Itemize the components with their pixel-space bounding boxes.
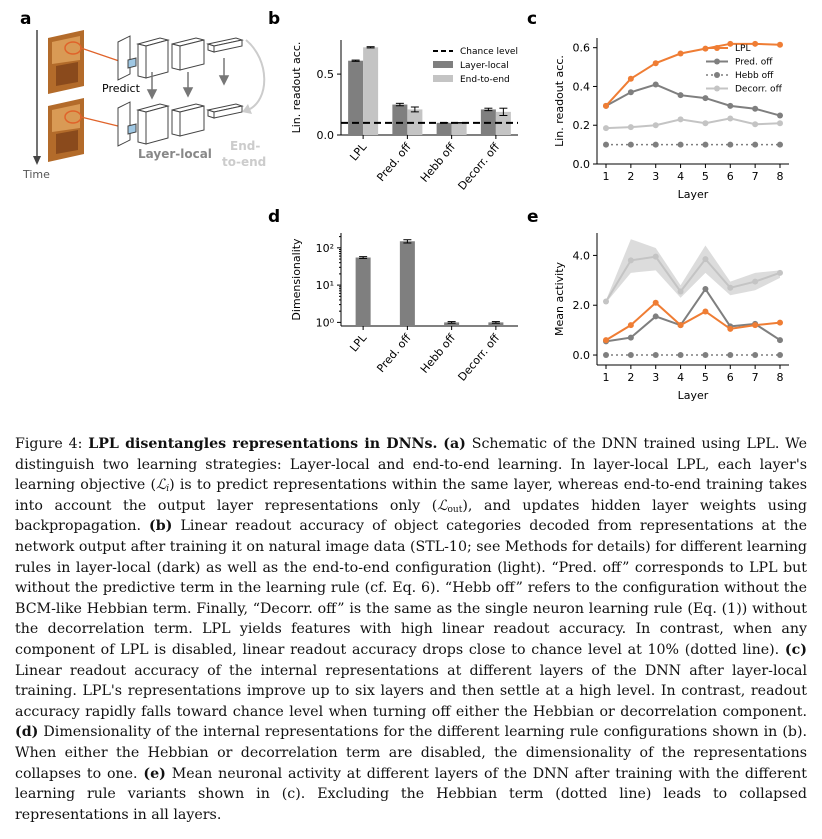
chart-c-point-pred-off — [727, 103, 733, 109]
chart-b-bar-layer-local-1 — [392, 105, 407, 135]
chart-e-point-lpl — [628, 322, 634, 328]
caption-text-a1: Schematic of the DNN trained using LPL. We distinguish two learning strategies: Layer-local and end-to-end learning. In layer-local LPL, each layer's learning objective ( — [15, 436, 807, 494]
time-arrow-head — [33, 156, 41, 165]
caption-symbol-lout: ℒ — [437, 497, 448, 514]
chart-e-xtick-label: 1 — [602, 371, 610, 384]
chart-c-ylabel: Lin. readout acc. — [553, 55, 566, 147]
chart-e-point-lpl — [702, 308, 708, 314]
chart-c-point-decorr-off — [727, 115, 733, 121]
chart-c-legend-marker-lpl — [714, 45, 720, 51]
figure-caption — [15, 434, 807, 825]
chart-e-point-hebb-off — [727, 352, 733, 358]
chart-b-legend-layer-local: Layer-local — [460, 61, 509, 71]
chart-c-point-hebb-off — [752, 142, 758, 148]
chart-b-bar-layer-local-2 — [437, 123, 452, 135]
panel-label-d: d — [268, 207, 281, 227]
chart-c-point-lpl — [752, 41, 758, 47]
chart-c-point-hebb-off — [653, 142, 659, 148]
network-bottom — [118, 102, 242, 146]
chart-e-point-decorr-off — [603, 298, 609, 304]
chart-e-point-decorr-off — [752, 279, 758, 285]
chart-e-point-hebb-off — [777, 352, 783, 358]
caption-sub-i: i — [166, 484, 170, 495]
chart-e-ytick-label: 0.0 — [572, 349, 590, 363]
caption-text-a3: ), and updates hidden layer weights using backpropagation. — [15, 497, 807, 535]
layer-local-label: Layer-local — [138, 147, 212, 161]
chart-c-point-pred-off — [777, 113, 783, 119]
chart-c-point-lpl — [777, 42, 783, 48]
chart-c-ytick-label: 0.6 — [572, 41, 590, 55]
chart-c-xtick-label: 3 — [652, 170, 660, 183]
chart-b-bar-end-to-end-2 — [452, 123, 467, 135]
chart-e-point-hebb-off — [603, 352, 609, 358]
chart-c-point-decorr-off — [752, 121, 758, 127]
chart-b-legend-end-to-end-swatch — [433, 75, 453, 82]
chart-e-ytick-label: 2.0 — [572, 299, 590, 313]
chart-c-point-lpl — [603, 103, 609, 109]
chart-c-legend-marker-pred-off — [714, 59, 720, 65]
caption-part-a: (a) — [443, 436, 466, 452]
chart-c-legend-lpl: LPL — [735, 44, 751, 54]
chart-c-point-lpl — [628, 76, 634, 82]
panel-label-e: e — [527, 207, 539, 227]
chart-e-point-lpl — [727, 326, 733, 332]
chart-e-point-hebb-off — [752, 352, 758, 358]
chart-c-point-hebb-off — [678, 142, 684, 148]
chart-c-point-lpl — [653, 60, 659, 66]
input-image-2 — [48, 98, 84, 162]
chart-c-ytick-label: 0.4 — [572, 80, 590, 94]
chart-b-readout-accuracy — [290, 40, 518, 193]
chart-e-point-pred-off — [653, 313, 659, 319]
caption-part-b: (b) — [149, 518, 173, 535]
chart-b-ytick-label: 0.0 — [316, 129, 334, 142]
chart-c-xtick-label: 5 — [701, 170, 709, 183]
caption-title: LPL disentangles representations in DNNs. — [88, 436, 438, 452]
caption-text-a2: ) is to predict representations within the same layer, whereas end-to-end training takes into account the output layer representations only ( — [15, 477, 807, 514]
panel-label-c: c — [527, 9, 538, 29]
chart-b-xtick-label: Hebb off — [417, 140, 458, 185]
chart-c-ytick-label: 0.2 — [572, 119, 590, 133]
chart-e-point-lpl — [603, 337, 609, 343]
chart-e-xlabel: Layer — [677, 389, 709, 402]
chart-c-layer-readout — [553, 38, 789, 201]
chart-d-bar-layer-local-1 — [400, 241, 415, 326]
chart-b-xtick-label: LPL — [347, 140, 370, 164]
chart-b-ylabel: Lin. readout acc. — [290, 41, 303, 134]
chart-c-xlabel: Layer — [677, 188, 709, 201]
chart-c-legend-marker-decorr-off — [714, 86, 720, 92]
chart-c-legend-pred-off: Pred. off — [735, 57, 773, 68]
chart-e-point-hebb-off — [653, 352, 659, 358]
chart-b-legend-layer-local-swatch — [433, 61, 453, 68]
chart-c-point-decorr-off — [678, 116, 684, 122]
chart-b-legend-end-to-end: End-to-end — [460, 75, 510, 85]
chart-e-xtick-label: 6 — [726, 371, 734, 384]
chart-c-point-lpl — [727, 41, 733, 47]
chart-c-point-decorr-off — [628, 124, 634, 130]
caption-part-c: (c) — [784, 641, 807, 658]
chart-e-band-decorr-off — [606, 239, 780, 303]
chart-c-point-hebb-off — [727, 142, 733, 148]
caption-sub-out: out — [447, 504, 463, 515]
chart-c-xtick-label: 8 — [776, 170, 784, 183]
chart-e-point-decorr-off — [678, 289, 684, 295]
chart-b-legend-chance: Chance level — [460, 47, 518, 57]
caption-text-b: Linear readout accuracy of object categories decoded from representations at the network output after training it on natural image data (STL-10; see Methods for details) for different learning rules in layer-local (dark) as well as the end-to-end configuration (light). “Pred. off” corresponds to LPL but without the predictive term in the learning rule (cf. Eq. 6). “Hebb off” refers to the configuration without the BCM-like Hebbian term. Finally, “Decorr. off” is the same as the single neuron learning rule (Eq. (1)) without the decorrelation term. LPL yields features with high linear readout accuracy. In contrast, when any component of LPL is disabled, linear readout accuracy drops close to chance level at 10% (dotted line). — [15, 518, 807, 658]
chart-e-point-pred-off — [777, 337, 783, 343]
chart-c-xtick-label: 4 — [677, 170, 685, 183]
caption-part-d: (d) — [15, 724, 39, 741]
chart-c-legend-decorr-off: Decorr. off — [735, 84, 782, 95]
chart-c-point-decorr-off — [702, 120, 708, 126]
chart-c-point-pred-off — [678, 92, 684, 98]
chart-e-point-hebb-off — [702, 352, 708, 358]
end-to-end-arc — [246, 40, 264, 110]
chart-e-point-decorr-off — [702, 256, 708, 262]
chart-e-point-pred-off — [628, 335, 634, 341]
end-to-end-label-1: End- — [230, 139, 261, 153]
chart-e-point-lpl — [678, 322, 684, 328]
chart-b-xtick-label: Decorr. off — [455, 140, 503, 193]
chart-e-point-decorr-off — [653, 254, 659, 260]
chart-c-point-pred-off — [752, 106, 758, 112]
chart-d-xtick-label: Pred. off — [374, 331, 414, 375]
chart-d-bar-layer-local-0 — [356, 258, 371, 326]
chart-c-xtick-label: 1 — [602, 170, 610, 183]
panel-label-b: b — [268, 9, 281, 29]
chart-d-ytick-label: 10² — [315, 241, 334, 255]
chart-d-xtick-label: LPL — [347, 331, 370, 355]
input-image-1 — [48, 30, 84, 94]
chart-c-point-hebb-off — [702, 142, 708, 148]
caption-symbol-li: ℒ — [156, 477, 167, 494]
chart-c-ytick-label: 0.0 — [572, 158, 590, 171]
chart-c-point-lpl — [678, 51, 684, 57]
chart-c-point-decorr-off — [653, 122, 659, 128]
chart-c-point-pred-off — [653, 82, 659, 88]
caption-text-e: Mean neuronal activity at different layers of the DNN after training with the different learning rule variants shown in (c). Excluding the Hebbian term (dotted line) leads to collapsed representations in all layers. — [15, 765, 807, 823]
chart-e-point-hebb-off — [628, 352, 634, 358]
chart-e-xtick-label: 4 — [677, 371, 685, 384]
chart-e-ytick-label: 4.0 — [572, 249, 590, 263]
caption-text-d: Dimensionality of the internal representations for the different learning rule configurations shown in (b). When either the Hebbian or decorrelation term are disabled, the dimensionality of the representations collapses to one. — [15, 724, 807, 782]
chart-e-xtick-label: 8 — [776, 371, 784, 384]
end-to-end-label-2: to-end — [222, 155, 267, 169]
panel-label-a: a — [20, 9, 32, 29]
chart-e-point-decorr-off — [727, 285, 733, 291]
chart-d-xtick-label: Decorr. off — [455, 331, 503, 384]
caption-part-e: (e) — [143, 765, 166, 782]
chart-b-xtick-label: Pred. off — [374, 140, 414, 184]
chart-e-xtick-label: 7 — [751, 371, 759, 384]
chart-d-ylabel: Dimensionality — [290, 238, 303, 321]
caption-fig-label: Figure 4: — [15, 436, 83, 452]
chart-c-point-pred-off — [628, 89, 634, 95]
chart-e-point-lpl — [777, 320, 783, 326]
chart-c-legend-hebb-off: Hebb off — [735, 71, 774, 81]
chart-e-ylabel: Mean activity — [553, 261, 566, 337]
chart-c-point-decorr-off — [777, 120, 783, 126]
chart-c-point-decorr-off — [603, 125, 609, 131]
chart-e-line-pred-off — [606, 289, 780, 341]
chart-d-ytick-label: 10⁰ — [315, 316, 334, 330]
chart-b-ytick-label: 0.5 — [316, 68, 334, 82]
chart-c-legend-marker-hebb-off — [714, 72, 720, 78]
chart-d-xtick-label: Hebb off — [417, 331, 458, 376]
chart-e-xtick-label: 2 — [627, 371, 635, 384]
chart-c-xtick-label: 6 — [726, 170, 734, 183]
chart-e-point-lpl — [653, 300, 659, 306]
chart-e-mean-activity — [553, 233, 789, 402]
chart-e-point-pred-off — [702, 286, 708, 292]
chart-c-xtick-label: 7 — [751, 170, 759, 183]
chart-e-xtick-label: 5 — [701, 371, 709, 384]
chart-b-bar-layer-local-0 — [348, 61, 363, 135]
time-label: Time — [23, 168, 50, 181]
predict-label: Predict — [102, 82, 140, 95]
chart-e-point-hebb-off — [678, 352, 684, 358]
chart-e-xtick-label: 3 — [652, 371, 660, 384]
caption-text-c: Linear readout accuracy of the internal representations at different layers of the DNN after layer-local training. LPL's representations improve up to six layers and then settle at a high level. In contrast, readout accuracy rapidly falls toward chance level when turning off either the Hebbian or decorrelation component. — [15, 662, 807, 720]
schematic-panel — [22, 30, 266, 181]
chart-e-point-decorr-off — [777, 270, 783, 276]
chart-e-point-decorr-off — [628, 257, 634, 263]
chart-d-dimensionality — [290, 233, 518, 384]
chart-c-point-hebb-off — [628, 142, 634, 148]
chart-c-point-hebb-off — [777, 142, 783, 148]
chart-c-xtick-label: 2 — [627, 170, 635, 183]
chart-d-ytick-label: 10¹ — [315, 279, 334, 293]
chart-c-point-hebb-off — [603, 142, 609, 148]
chart-e-point-lpl — [752, 322, 758, 328]
chart-c-point-pred-off — [702, 95, 708, 101]
